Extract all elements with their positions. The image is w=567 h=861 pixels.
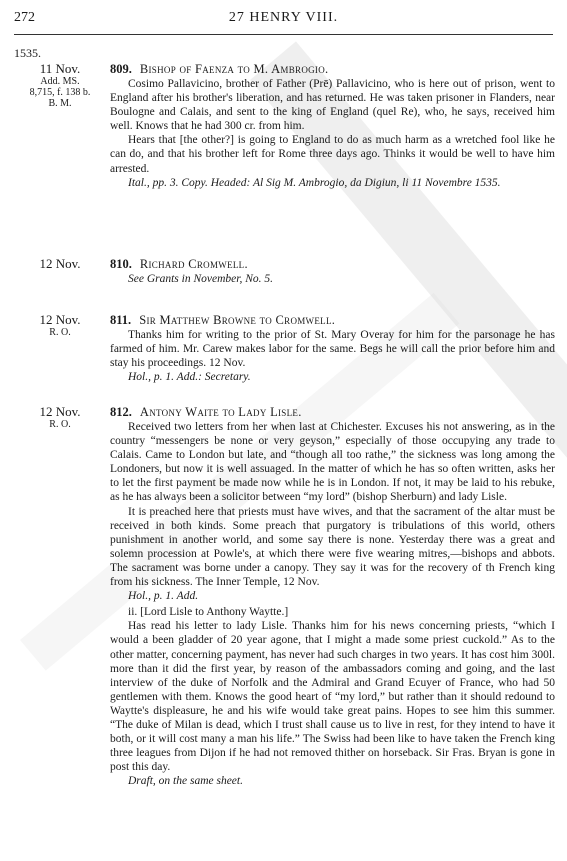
page-number: 272 bbox=[14, 10, 35, 25]
entry-title bbox=[110, 62, 555, 77]
entry-note: Ital., pp. 3. Copy. Headed: Al Sig M. Ambrogio, da Digiun, li 11 Novembre 1535. bbox=[128, 176, 501, 189]
entry-source: R. O. bbox=[49, 419, 71, 430]
entry-heading: Richard Cromwell. bbox=[139, 257, 248, 271]
entry-note: Hol., p. 1. Add.: Secretary. bbox=[128, 371, 251, 384]
entry-date: 12 Nov. bbox=[39, 404, 81, 419]
year-label: 1535. bbox=[14, 46, 41, 60]
page-header bbox=[14, 8, 553, 30]
sub-entry-title bbox=[110, 605, 555, 619]
entry-title bbox=[110, 405, 555, 420]
entry-paragraph: Thanks him for writing to the prior of St. Mary Overay for him for the parsonage he has farmed of him. Mr. Carew makes labor for the same. Begs he will call the prior before him and stay his proceedings. 12 Nov. bbox=[110, 329, 555, 370]
entry-date: 11 Nov. bbox=[39, 61, 81, 76]
entry-margin bbox=[14, 257, 106, 271]
entry-date: 12 Nov. bbox=[39, 256, 81, 271]
sub-entry-note: Draft, on the same sheet. bbox=[128, 775, 243, 788]
entry-date: 12 Nov. bbox=[39, 312, 81, 327]
entry-margin bbox=[14, 62, 106, 109]
entry-body bbox=[110, 313, 555, 384]
header-rule bbox=[14, 34, 553, 35]
entry-paragraph: It is preached here that priests must have wives, and that the sacrament of the altar must be received in both kinds. Some preach that purgatory is tribulations of this world, others punishment in another world, and some say there is none. Yesterday there was a great and solemn procession at Powle's, at which there were five wearing mitres,—bishops and abbots. The sacrament was borne under a canopy. They say it was for the recovery of th French king from his sickness. The Inner Temple, 12 Nov. bbox=[110, 505, 555, 589]
entry-margin bbox=[14, 405, 106, 430]
entry-number: 812. bbox=[110, 405, 132, 419]
entry-paragraph: Hears that [the other?] is going to England to do as much harm as a wretched fool like he can do, and that his brother left for Rome three days ago. Thinks it would be well to have him arrested. bbox=[110, 134, 555, 175]
entry-title bbox=[110, 257, 555, 272]
entry-body bbox=[110, 62, 555, 190]
running-head: 27 HENRY VIII. bbox=[228, 10, 339, 25]
entry-note: Hol., p. 1. Add. bbox=[128, 590, 199, 603]
entry-source: B. M. bbox=[48, 98, 72, 109]
entry-paragraph: See Grants in November, No. 5. bbox=[128, 273, 274, 285]
entry-number: 810. bbox=[110, 257, 132, 271]
entry-body bbox=[110, 405, 555, 788]
entry-title bbox=[110, 313, 555, 328]
entry-heading: Bishop of Faenza to M. Ambrogio. bbox=[139, 62, 329, 76]
sub-entry-heading: ii. [Lord Lisle to Anthony Waytte.] bbox=[128, 606, 289, 619]
entry-margin bbox=[14, 313, 106, 338]
entry-source: Add. MS. bbox=[40, 76, 80, 87]
entry-heading: Antony Waite to Lady Lisle. bbox=[139, 405, 302, 419]
entry-paragraph: Received two letters from her when last at Chichester. Excuses his not answering, as in the country “messengers be none or very geyson,” especially of those occupying any trade to Calais. Came to London but late, and “though all too rathe,” the sickness was long among the Londoners, but now it is well assuaged. In the matter of which he has so often written, asks her to let the first payment be made now while he is in London. If not, it may be laid to his rebuke, as he has always been a solicitor between “my lord” (bishop Sherburn) and lady Lisle. bbox=[110, 421, 555, 504]
entry-number: 809. bbox=[110, 62, 132, 76]
sub-entry-paragraph: Has read his letter to lady Lisle. Thanks him for his news concerning priests, “which I would a been gladder of 20 year agone, that I might a made some priest cuckold.” As to the other matter, concerning payment, has never had such charges in two years. It has cost him 300l. more than it did the first year, by reason of the ambassadors coming and going, and the last interview of the duke of Norfolk and the Admiral and Grand Ecuyer of France, who had 50 gentlemen with them. Knows the good heart of “my lord,” but rather than it should redound to Waytte's displeasure, he and his wife would take great pains. Hopes to see him this summer. “The duke of Milan is dead, which I trust shall cause us to live in rest, for they intend to have it both, or it will cost many a man his life.” The Swiss had been like to have taken the French king three leagues from Dijon if he had not removed thither on horseback. Sir Fras. Bryan is gone in post this day. bbox=[110, 620, 555, 774]
entry-heading: Sir Matthew Browne to Cromwell. bbox=[139, 313, 336, 327]
entry-source: R. O. bbox=[49, 327, 71, 338]
entry-paragraph: Cosimo Pallavicino, brother of Father (Prē) Pallavicino, who is here out of prison, went to England after his brother's liberation, and has returned. He was taken prisoner in Flanders, near Boulogne and Calais, and sent to the king of England (quel Re), who, he says, received him well. Knows that he had 300 cr. from him. bbox=[110, 78, 555, 133]
entry-number: 811. bbox=[110, 313, 132, 327]
entry-source: 8,715, f. 138 b. bbox=[29, 87, 91, 98]
entry-body bbox=[110, 257, 555, 286]
